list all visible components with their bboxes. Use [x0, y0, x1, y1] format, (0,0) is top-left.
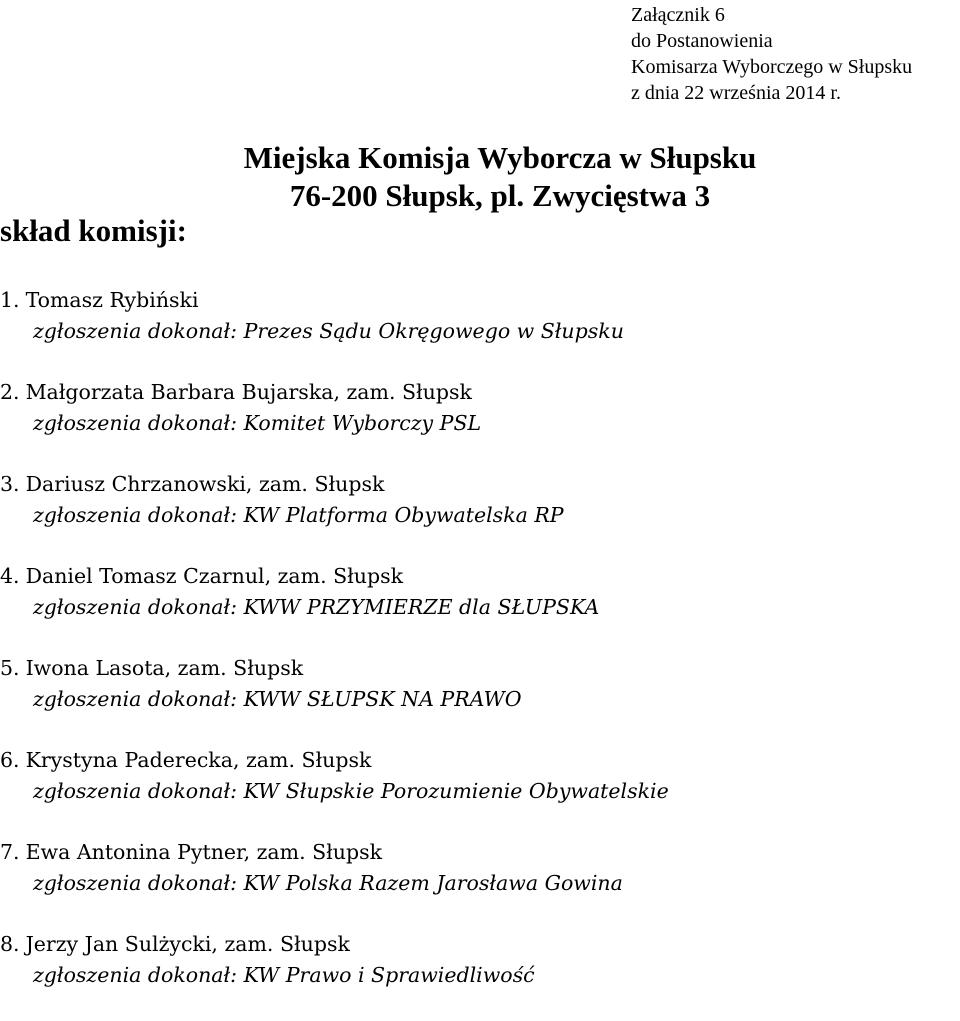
member-name: Daniel Tomasz Czarnul, zam. Słupsk [25, 564, 404, 588]
annex-line: Komisarza Wyborczego w Słupsku [631, 56, 913, 78]
member-name: Dariusz Chrzanowski, zam. Słupsk [25, 472, 385, 496]
member-number: 4. [0, 564, 20, 588]
commission-address: 76-200 Słupsk, pl. Zwycięstwa 3 [289, 178, 711, 213]
annex-note [631, 2, 912, 106]
annex-line: Załącznik 6 [631, 4, 725, 26]
member-name: Małgorzata Barbara Bujarska, zam. Słupsk [25, 380, 472, 404]
member-nominated-by: zgłoszenia dokonał: KW Słupskie Porozumienie Obywatelskie [33, 779, 669, 803]
member-number: 5. [0, 656, 20, 680]
member-item [0, 745, 669, 807]
member-number: 6. [0, 748, 20, 772]
member-name: Jerzy Jan Sulżycki, zam. Słupsk [25, 932, 350, 956]
member-number: 8. [0, 932, 20, 956]
annex-line: do Postanowienia [631, 30, 773, 52]
member-item [0, 653, 669, 715]
member-number: 1. [0, 288, 20, 312]
member-item [0, 929, 669, 991]
member-name: Ewa Antonina Pytner, zam. Słupsk [25, 840, 383, 864]
member-nominated-by: zgłoszenia dokonał: KWW PRZYMIERZE dla SŁUPSKA [33, 595, 600, 619]
member-item [0, 561, 669, 623]
member-name: Krystyna Paderecka, zam. Słupsk [25, 748, 372, 772]
member-number: 2. [0, 380, 20, 404]
member-list [0, 285, 669, 1021]
commission-header [200, 139, 800, 215]
member-nominated-by: zgłoszenia dokonał: KW Platforma Obywatelska RP [33, 503, 564, 527]
member-name: Iwona Lasota, zam. Słupsk [25, 656, 304, 680]
member-item [0, 837, 669, 899]
annex-line: z dnia 22 września 2014 r. [631, 82, 841, 104]
member-nominated-by: zgłoszenia dokonał: KW Prawo i Sprawiedliwość [33, 963, 535, 987]
member-nominated-by: zgłoszenia dokonał: Komitet Wyborczy PSL [33, 411, 482, 435]
member-name: Tomasz Rybiński [25, 288, 199, 312]
commission-name: Miejska Komisja Wyborcza w Słupsku [243, 140, 757, 175]
composition-label: skład komisji: [0, 213, 187, 248]
member-item [0, 469, 669, 531]
member-nominated-by: zgłoszenia dokonał: KW Polska Razem Jarosława Gowina [33, 871, 623, 895]
member-number: 7. [0, 840, 20, 864]
member-number: 3. [0, 472, 20, 496]
member-nominated-by: zgłoszenia dokonał: Prezes Sądu Okręgowego w Słupsku [33, 319, 624, 343]
member-nominated-by: zgłoszenia dokonał: KWW SŁUPSK NA PRAWO [33, 687, 522, 711]
member-item [0, 285, 669, 347]
member-item [0, 377, 669, 439]
